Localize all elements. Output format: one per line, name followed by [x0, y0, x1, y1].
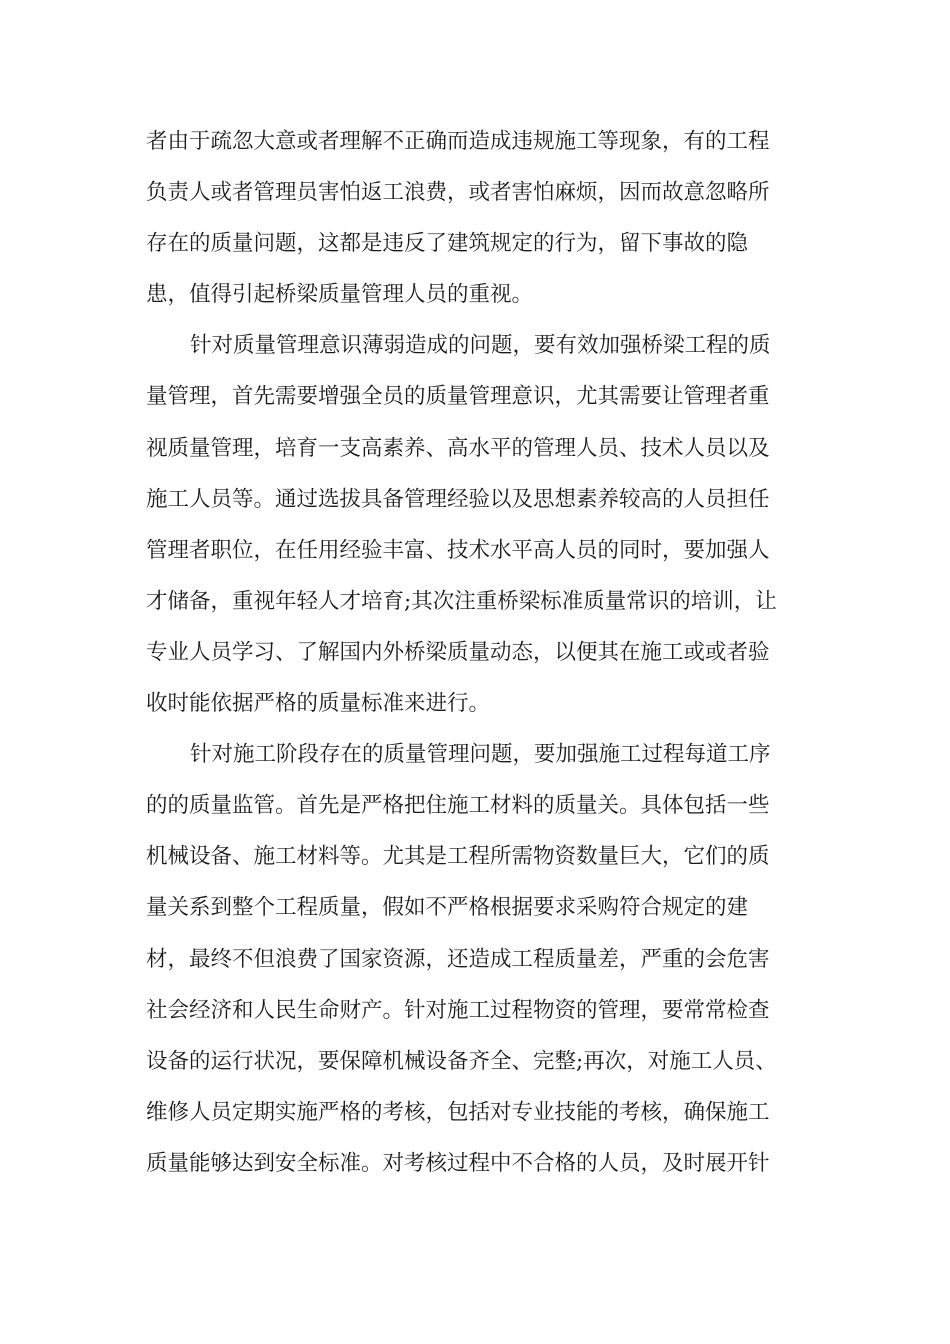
text-line: 的的质量监管。首先是严格把住施工材料的质量关。具体包括一些 — [146, 793, 770, 819]
text-line: 负责人或者管理员害怕返工浪费，或者害怕麻烦，因而故意忽略所 — [146, 180, 770, 206]
text-line: 机械设备、施工材料等。尤其是工程所需物资数量巨大，它们的质 — [146, 844, 770, 870]
paragraph-2 — [146, 320, 806, 729]
text-line: 施工人员等。通过选拔具备管理经验以及思想素养较高的人员担任 — [146, 486, 770, 512]
text-line: 者由于疏忽大意或者理解不正确而造成违规施工等现象，有的工程 — [146, 129, 770, 154]
text-line: 针对施工阶段存在的质量管理问题，要加强施工过程每道工序 — [190, 742, 771, 768]
text-line: 材，最终不但浪费了国家资源，还造成工程质量差，严重的会危害 — [146, 946, 770, 972]
text-line: 患，值得引起桥梁质量管理人员的重视。 — [146, 282, 534, 308]
text-line: 专业人员学习、了解国内外桥梁质量动态，以便其在施工或或者验 — [146, 639, 770, 665]
text-line: 社会经济和人民生命财产。针对施工过程物资的管理，要常常检查 — [146, 997, 770, 1023]
paragraph-1 — [146, 116, 806, 320]
text-line: 设备的运行状况，要保障机械设备齐全、完整;再次，对施工人员、 — [146, 1048, 777, 1074]
text-line: 视质量管理，培育一支高素养、高水平的管理人员、技术人员以及 — [146, 435, 770, 461]
text-line: 质量能够达到安全标准。对考核过程中不合格的人员，及时展开针 — [146, 1150, 770, 1176]
text-line: 针对质量管理意识薄弱造成的问题，要有效加强桥梁工程的质 — [190, 333, 771, 359]
text-line: 量关系到整个工程质量，假如不严格根据要求采购符合规定的建 — [146, 895, 749, 921]
text-line: 管理者职位，在任用经验丰富、技术水平高人员的同时，要加强人 — [146, 537, 770, 563]
text-line: 才储备，重视年轻人才培育;其次注重桥梁标准质量常识的培训，让 — [146, 588, 777, 614]
text-line: 存在的质量问题，这都是违反了建筑规定的行为，留下事故的隐 — [146, 231, 749, 257]
paragraph-3 — [146, 729, 806, 1189]
text-line: 量管理，首先需要增强全员的质量管理意识，尤其需要让管理者重 — [146, 384, 770, 410]
text-line: 维修人员定期实施严格的考核，包括对专业技能的考核，确保施工 — [146, 1099, 770, 1125]
body-text — [146, 116, 806, 1189]
text-line: 收时能依据严格的质量标准来进行。 — [146, 691, 491, 717]
